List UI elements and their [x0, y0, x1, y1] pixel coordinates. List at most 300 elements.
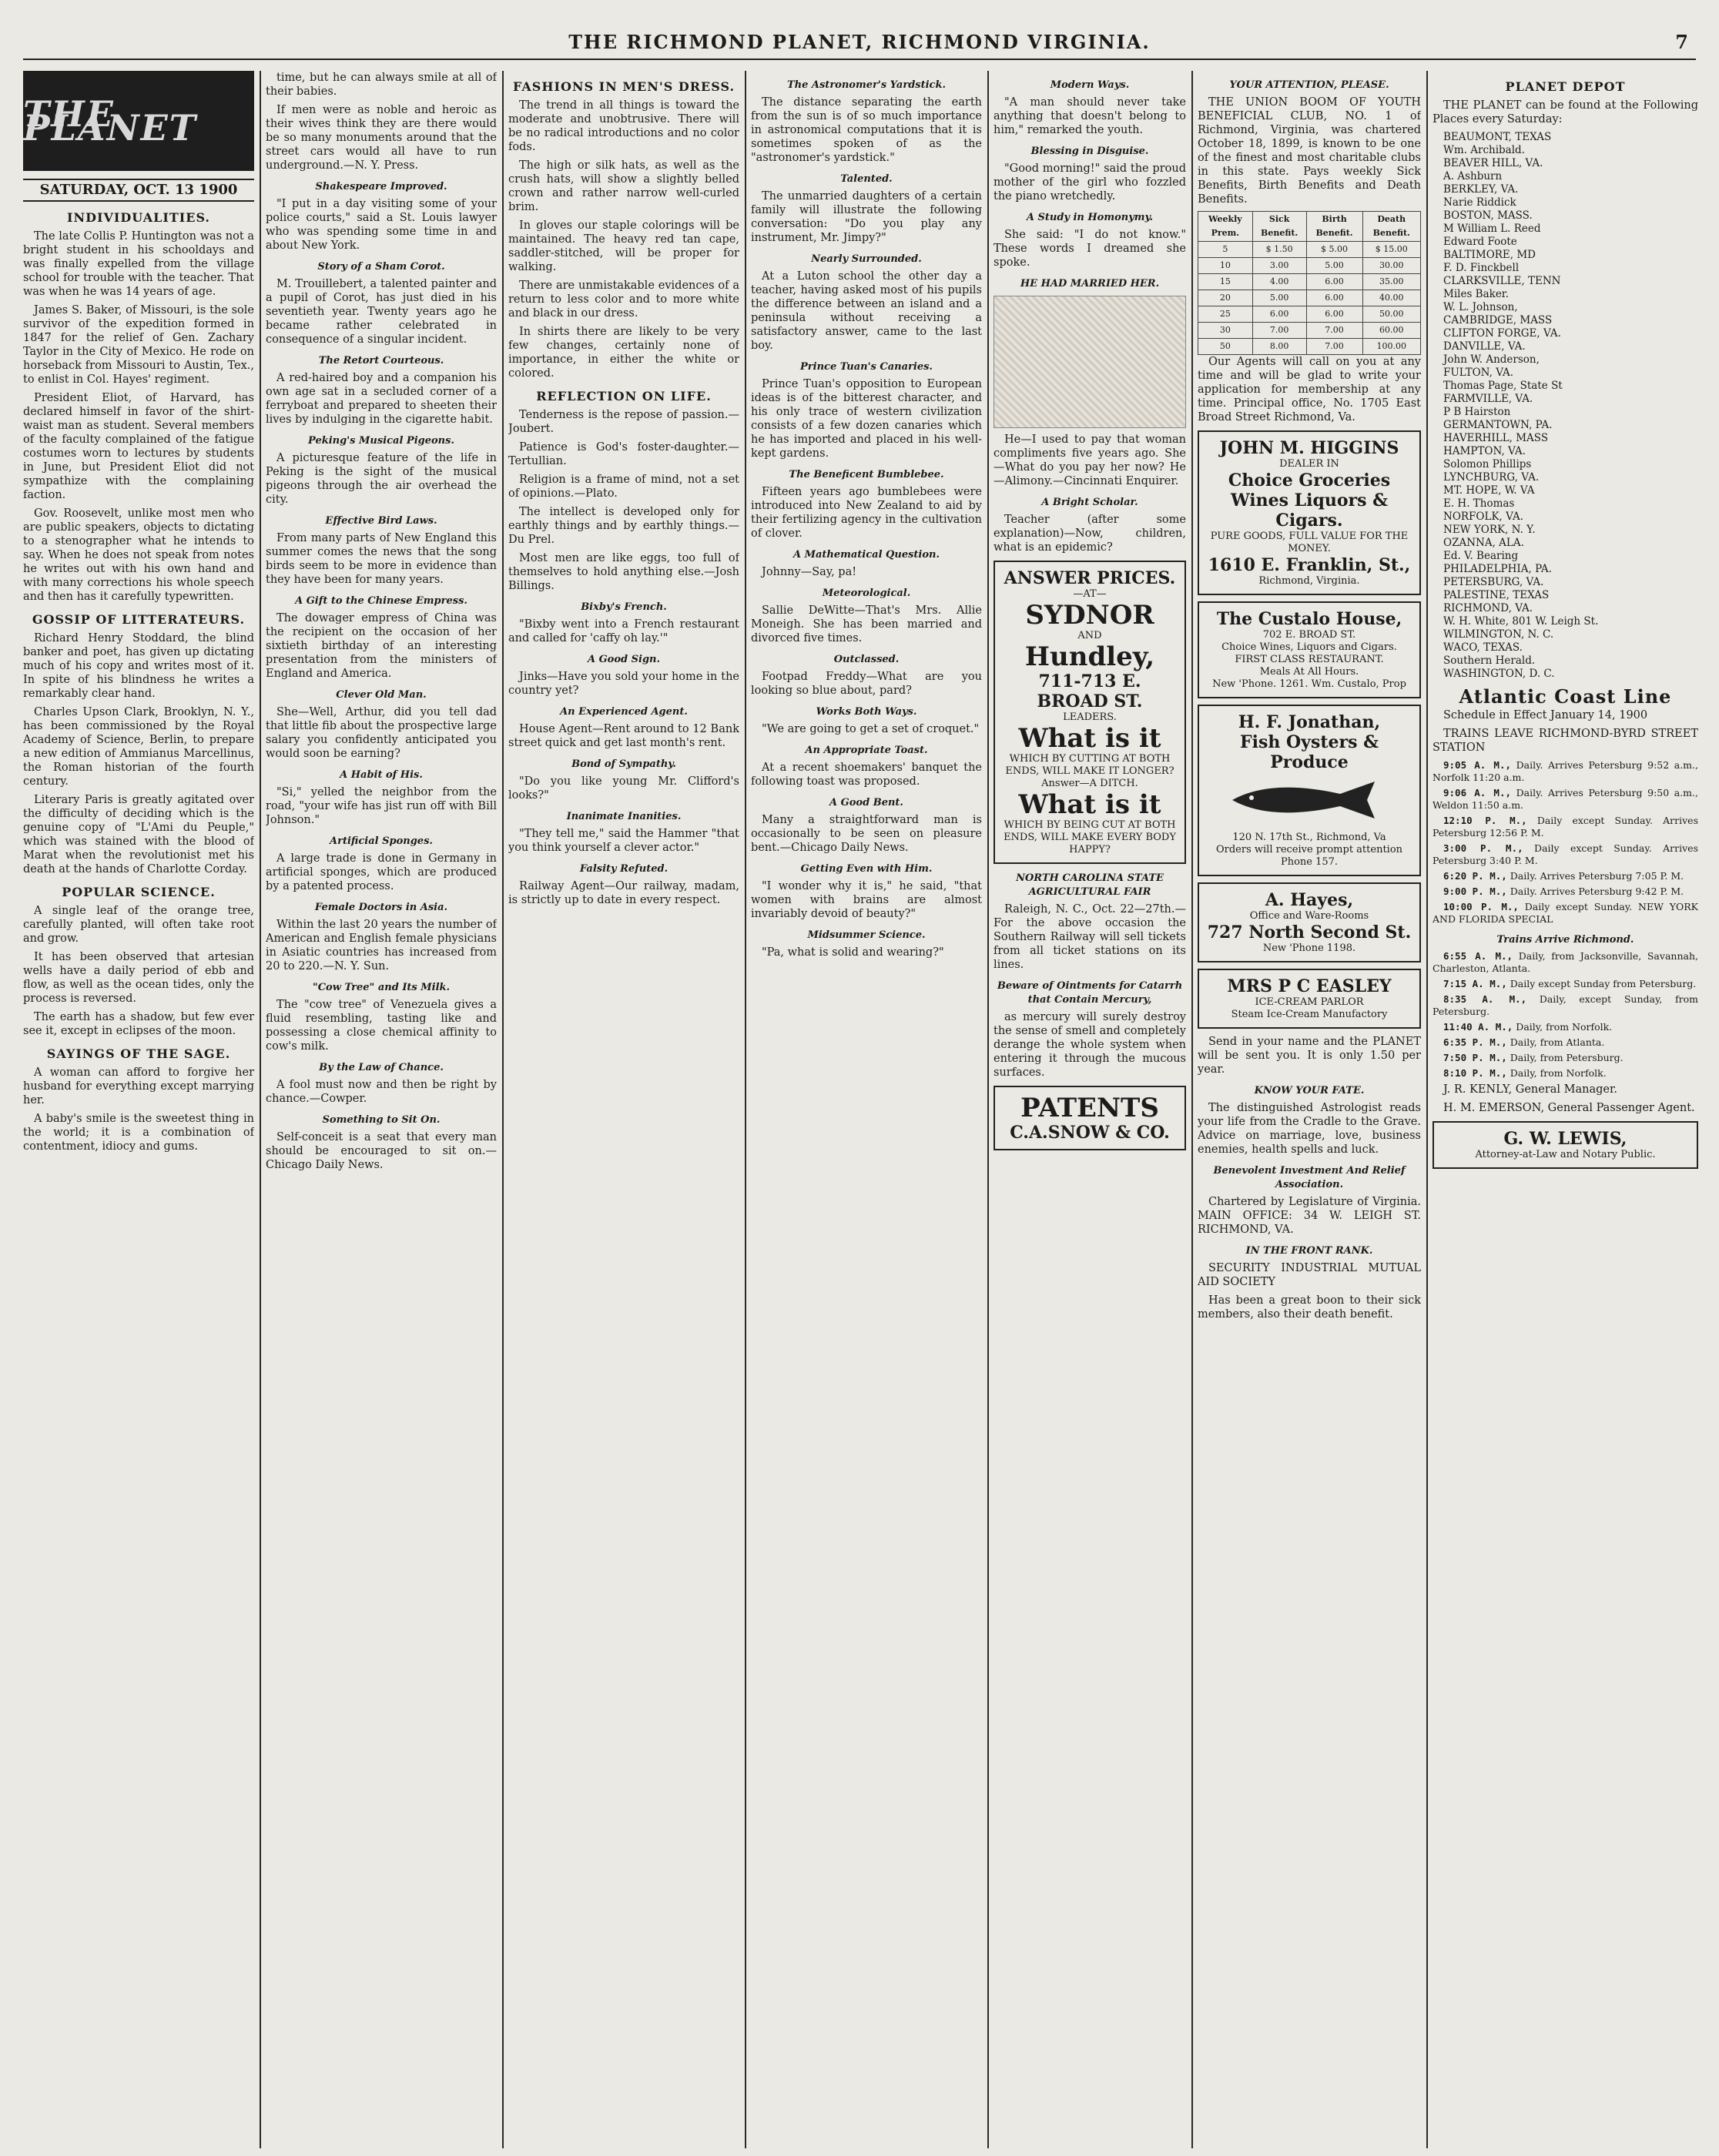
column-rule	[745, 71, 746, 2148]
schedule-time: 8:35 A. M.,	[1443, 993, 1527, 1005]
paragraph: At a recent shoemakers' banquet the following toast was proposed.	[751, 762, 982, 788]
ad-line: The Custalo House,	[1216, 609, 1402, 629]
paragraph: Many a straightforward man is occasionally to be seen on pleasure bent.—Chicago Daily News.	[751, 814, 982, 854]
list-item: PALESTINE, TEXAS	[1443, 589, 1550, 601]
masthead-title: THE RICHMOND PLANET, RICHMOND VIRGINIA.	[568, 31, 1151, 53]
column-3	[508, 71, 739, 2148]
paragraph: A picturesque feature of the life in Peking is the sight of the musical pigeons through the air overhead the city.	[266, 452, 497, 506]
schedule-time: 8:10 P. M.,	[1443, 1067, 1507, 1079]
paragraph: James S. Baker, of Missouri, is the sole survivor of the expedition formed in 1847 for the relief of Gen. Zachary Taylor in the City of Mexico. He rode on horseback from Missouri to Austin, Tex., to enlist in Col. Hayes' regiment.	[23, 304, 254, 386]
paragraph: He—I used to pay that woman compliments five years ago. She—What do you pay her now? He—Alimony.—Cincinnati Enquirer.	[994, 434, 1186, 487]
list-item: CLARKSVILLE, TENN	[1443, 275, 1561, 287]
paragraph: There are unmistakable evidences of a return to less color and to more white and black in our dress.	[508, 280, 739, 320]
paragraph: Tenderness is the repose of passion.—Joubert.	[508, 409, 739, 435]
schedule-item	[1432, 978, 1698, 990]
table-cell: 8.00	[1252, 339, 1306, 355]
ad-line: 120 N. 17th St., Richmond, Va	[1232, 832, 1386, 843]
ad-line: Richmond, Virginia.	[1258, 575, 1360, 587]
paragraph: time, but he can always smile at all of their babies.	[266, 72, 497, 98]
schedule-time: 9:05 A. M.,	[1443, 759, 1511, 771]
table-cell: 6.00	[1306, 290, 1362, 306]
schedule-text: Daily, from Norfolk.	[1510, 1067, 1607, 1079]
ad-line: Choice Groceries Wines Liquors & Cigars.	[1228, 470, 1391, 531]
paragraph: "Do you like young Mr. Clifford's looks?"	[508, 775, 739, 802]
paragraph: It has been observed that artesian wells have a daily period of ebb and flow, as well as the ocean tides, only the process is reversed.	[23, 951, 254, 1005]
ad-line: Steam Ice-Cream Manufactory	[1231, 1009, 1388, 1020]
list-item: GERMANTOWN, PA.	[1443, 419, 1553, 431]
table-row	[1198, 290, 1421, 306]
paragraph: The "cow tree" of Venezuela gives a fluid resembling, tasting like and possessing a close chemical affinity to cow's milk.	[266, 999, 497, 1053]
schedule-item	[1432, 993, 1698, 1018]
paragraph: J. R. KENLY, General Manager.	[1443, 1083, 1617, 1096]
section-heading: PLANET DEPOT	[1505, 79, 1626, 94]
paragraph: Johnny—Say, pa!	[762, 566, 857, 578]
paragraph: The unmarried daughters of a certain family will illustrate the following conversation: "Do you play any instrument, Mr. Jimpy?"	[751, 190, 982, 244]
table-row	[1198, 306, 1421, 323]
table-cell: 50	[1198, 339, 1253, 355]
paragraph: The late Collis P. Huntington was not a bright student in his schooldays and was finally expelled from the village school for trouble with the teacher. That was when he was 14 years of age.	[23, 230, 254, 298]
paragraph: Self-conceit is a seat that every man should be encouraged to sit on.—Chicago Daily News.	[266, 1131, 497, 1171]
article-heading: An Appropriate Toast.	[805, 745, 928, 756]
table-header-row	[1198, 212, 1421, 242]
list-item: John W. Anderson,	[1443, 353, 1540, 366]
ad-line: What is it	[1018, 789, 1161, 820]
article-heading: Artificial Sponges.	[330, 835, 433, 847]
article-heading: Shakespeare Improved.	[315, 181, 447, 192]
ad-line: 1610 E. Franklin, St.,	[1208, 555, 1411, 575]
article-heading: A Study in Homonymy.	[1026, 212, 1154, 223]
schedule-time: 9:06 A. M.,	[1443, 787, 1511, 798]
paragraph: Religion is a frame of mind, not a set of opinions.—Plato.	[508, 474, 739, 500]
fish-icon	[1225, 777, 1394, 823]
paragraph: Charles Upson Clark, Brooklyn, N. Y., has been commissioned by the Royal Academy of Science, Berlin, to prepare a new edition of Ammianus Marcellinus, the Roman historian of the fourth century.	[23, 706, 254, 788]
ad-line: 727 North Second St.	[1207, 922, 1412, 942]
paragraph: She—Well, Arthur, did you tell dad that little fib about the prospective large salary you confidently anticipated you would soon be earning?	[266, 706, 497, 760]
lewis-ad	[1432, 1121, 1698, 1169]
article-heading: Modern Ways.	[1050, 79, 1130, 91]
paragraph: "Good morning!" said the proud mother of the girl who fozzled the piano wretchedly.	[994, 162, 1186, 203]
paragraph: Our Agents will call on you at any time and will be glad to write your application for membership at any time. Principal office, No. 1705 East Broad Street Richmond, Va.	[1198, 356, 1421, 424]
table-cell: 6.00	[1306, 306, 1362, 323]
table-row	[1198, 339, 1421, 355]
ad-line: Hundley,	[1024, 641, 1155, 672]
page-number: 7	[1675, 31, 1688, 53]
dateline: SATURDAY, OCT. 13 1900	[23, 179, 254, 202]
table-cell: $ 15.00	[1362, 242, 1420, 258]
paragraph: Fifteen years ago bumblebees were introduced into New Zealand to aid by their fertilizing agency in the cultivation of clover.	[751, 486, 982, 540]
article-heading: Nearly Surrounded.	[811, 253, 922, 265]
schedule-text: Daily. Arrives Petersburg 7:05 P. M.	[1510, 870, 1684, 882]
list-item: Wm. Archibald.	[1443, 144, 1525, 156]
list-item: PETERSBURG, VA.	[1443, 576, 1544, 588]
article-heading: NORTH CAROLINA STATE AGRICULTURAL FAIR	[1016, 872, 1164, 898]
schedule-text: Daily. Arrives Petersburg 9:42 P. M.	[1510, 886, 1684, 897]
article-heading: Beware of Ointments for Catarrh that Contain Mercury,	[997, 980, 1183, 1006]
ad-line: What is it	[1018, 723, 1161, 754]
ad-line: C.A.SNOW & CO.	[1010, 1123, 1170, 1143]
list-item: F. D. Finckbell	[1443, 262, 1520, 274]
article-heading: "Cow Tree" and Its Milk.	[312, 982, 451, 993]
section-heading: FASHIONS IN MEN'S DRESS.	[512, 79, 736, 94]
article-heading: Prince Tuan's Canaries.	[800, 361, 933, 373]
paragraph: A red-haired boy and a companion his own age sat in a secluded corner of a ferryboat and prepared to sheeten their lives by indulging in the cigarette habit.	[266, 372, 497, 426]
paragraph: Gov. Roosevelt, unlike most men who are public speakers, objects to dictating to a stenographer what he intends to say. When he does not speak from notes he writes out with his own hand and with many corrections his whole speech and then has it carefully typewritten.	[23, 507, 254, 603]
paragraph: SECURITY INDUSTRIAL MUTUAL AID SOCIETY	[1198, 1262, 1421, 1288]
list-item: FULTON, VA.	[1443, 367, 1514, 379]
schedule-time: 3:00 P. M.,	[1443, 842, 1523, 854]
schedule-time: 11:40 A. M.,	[1443, 1021, 1513, 1033]
table-cell: 3.00	[1252, 258, 1306, 274]
section-heading: GOSSIP OF LITTERATEURS.	[32, 612, 246, 627]
paragraph: M. Trouillebert, a talented painter and a pupil of Corot, has just died in his seventieth year. Twenty years ago he became rather celebrated in consequence of a singular incident.	[266, 278, 497, 346]
section-heading: REFLECTION ON LIFE.	[536, 389, 712, 403]
ad-line: ANSWER PRICES.	[1004, 568, 1176, 588]
schedule-text: Daily, from Petersburg.	[1510, 1052, 1624, 1063]
list-item: HAVERHILL, MASS	[1443, 432, 1549, 444]
table-cell: 5.00	[1252, 290, 1306, 306]
paragraph: Footpad Freddy—What are you looking so blue about, pard?	[751, 671, 982, 697]
schedule-list	[1432, 759, 1698, 926]
article-heading: IN THE FRONT RANK.	[1245, 1245, 1373, 1257]
table-cell: 7.00	[1252, 323, 1306, 339]
depot-list	[1432, 131, 1698, 681]
paragraph: Patience is God's foster-daughter.—Tertullian.	[508, 441, 739, 467]
ad-line: 702 E. BROAD ST.	[1262, 629, 1356, 641]
masthead	[23, 31, 1696, 60]
list-item: Southern Herald.	[1443, 654, 1536, 667]
column-1	[23, 71, 254, 2148]
schedule-text: Daily except Sunday. Arrives Petersburg 12:56 P. M.	[1432, 815, 1698, 839]
list-item: BEAUMONT, TEXAS	[1443, 131, 1552, 143]
article-heading: By the Law of Chance.	[319, 1062, 444, 1073]
article-heading: Talented.	[840, 173, 893, 185]
table-cell: 10	[1198, 258, 1253, 274]
article-heading: HE HAD MARRIED HER.	[1020, 278, 1160, 290]
list-item: HAMPTON, VA.	[1443, 445, 1526, 457]
ad-line: SYDNOR	[1025, 600, 1154, 631]
paragraph: The earth has a shadow, but few ever see it, except in eclipses of the moon.	[23, 1011, 254, 1037]
ad-line: H. F. Jonathan,	[1238, 712, 1381, 732]
list-item: LYNCHBURG, VA.	[1443, 471, 1540, 484]
list-item: CAMBRIDGE, MASS	[1443, 314, 1553, 326]
table-cell: 35.00	[1362, 274, 1420, 290]
paragraph: The dowager empress of China was the recipient on the occasion of her sixtieth birthday of an interesting presentation from the ministers of England and America.	[266, 612, 497, 680]
paragraph: She said: "I do not know." These words I dreamed she spoke.	[994, 229, 1186, 269]
table-cell: 6.00	[1252, 306, 1306, 323]
ad-line: FIRST CLASS RESTAURANT.	[1235, 654, 1384, 665]
paragraph: Sallie DeWitte—That's Mrs. Allie Moneigh. She has been married and divorced five times.	[751, 604, 982, 644]
paragraph: In shirts there are likely to be very few changes, certainly none of importance, in either the white or colored.	[508, 326, 739, 380]
paragraph: The high or silk hats, as well as the crush hats, will show a slightly belled crown and rather narrow well-curled brim.	[508, 159, 739, 213]
list-item: W. L. Johnson,	[1443, 301, 1518, 313]
paragraph: "Si," yelled the neighbor from the road, "your wife has jist run off with Bill Johnson."	[266, 786, 497, 826]
paragraph: The distance separating the earth from the sun is of so much importance in astronomical computations that it is sometimes spoken of as the "astronomer's yardstick."	[751, 96, 982, 164]
ad-line: PATENTS	[1020, 1093, 1159, 1123]
paragraph: "Pa, what is solid and wearing?"	[762, 946, 944, 959]
ad-line: MRS P C EASLEY	[1227, 976, 1392, 996]
column-rule	[1191, 71, 1193, 2148]
schedule-time: 6:35 P. M.,	[1443, 1036, 1507, 1048]
article-heading: A Mathematical Question.	[792, 549, 940, 561]
article-heading: The Beneficent Bumblebee.	[789, 469, 944, 480]
logo-text: THE PLANET	[23, 93, 197, 149]
article-heading: Bond of Sympathy.	[571, 758, 676, 770]
article-heading: A Good Sign.	[587, 654, 661, 665]
list-item: NORFOLK, VA.	[1443, 511, 1523, 523]
schedule-text: Daily except Sunday. Arrives Petersburg 3:40 P. M.	[1432, 842, 1698, 866]
paragraph: Send in your name and the PLANET will be sent you. It is only 1.50 per year.	[1198, 1036, 1421, 1076]
ad-line: JOHN M. HIGGINS	[1219, 438, 1399, 458]
table-cell: 5.00	[1306, 258, 1362, 274]
ad-line: ICE-CREAM PARLOR	[1255, 996, 1364, 1008]
hayes-ad	[1198, 882, 1421, 962]
schedule-item	[1432, 787, 1698, 812]
jonathan-ad	[1198, 705, 1421, 876]
section-heading: SAYINGS OF THE SAGE.	[46, 1046, 231, 1061]
article-heading: Female Doctors in Asia.	[314, 902, 448, 913]
schedule-item	[1432, 1067, 1698, 1080]
schedule-item	[1432, 886, 1698, 898]
list-item: Edward Foote	[1443, 236, 1517, 248]
paragraph: Chartered by Legislature of Virginia. MAIN OFFICE: 34 W. LEIGH ST. RICHMOND, VA.	[1198, 1196, 1421, 1236]
higgins-ad	[1198, 430, 1421, 595]
table-cell: 7.00	[1306, 339, 1362, 355]
list-item: BALTIMORE, MD	[1443, 249, 1536, 261]
list-item: Narie Riddick	[1443, 196, 1516, 209]
paragraph: Teacher (after some explanation)—Now, children, what is an epidemic?	[994, 514, 1186, 554]
article-heading: KNOW YOUR FATE.	[1254, 1085, 1365, 1096]
table-cell: 40.00	[1362, 290, 1420, 306]
schedule-item	[1432, 950, 1698, 975]
paragraph: At a Luton school the other day a teacher, having asked most of his pupils the difference between an island and a peninsula without receiving a satisfactory answer, came to the last boy.	[751, 270, 982, 352]
benefits-table	[1198, 211, 1421, 355]
ad-line: Attorney-at-Law and Notary Public.	[1475, 1149, 1656, 1160]
list-item: P B Hairston	[1443, 406, 1511, 418]
list-item: DANVILLE, VA.	[1443, 340, 1526, 353]
column-4	[751, 71, 982, 2148]
easley-ad	[1198, 969, 1421, 1029]
paragraph: President Eliot, of Harvard, has declared himself in favor of the shirt-waist man as student. Several members of the faculty complained of the fatigue costumes worn to lectures by students in June, but President Eliot did not sympathize with the complaining faction.	[23, 392, 254, 501]
schedule-text: Daily except Sunday from Petersburg.	[1510, 978, 1697, 989]
schedule-time: 10:00 P. M.,	[1443, 901, 1519, 912]
schedule-text: Daily. Arrives Petersburg 9:52 a.m., Norfolk 11:20 a.m.	[1432, 759, 1698, 783]
schedule-item	[1432, 1052, 1698, 1064]
article-heading: Clever Old Man.	[336, 689, 427, 701]
article-heading: Bixby's French.	[581, 601, 667, 613]
list-item: OZANNA, ALA.	[1443, 537, 1524, 549]
paragraph: TRAINS LEAVE RICHMOND-BYRD STREET STATION	[1432, 728, 1698, 754]
paragraph: House Agent—Rent around to 12 Bank street quick and get last month's rent.	[508, 723, 739, 749]
article-heading: Something to Sit On.	[322, 1114, 441, 1126]
paragraph: Within the last 20 years the number of American and English female physicians in Asiatic countries has increased from 20 to 220.—N. Y. Sun.	[266, 919, 497, 973]
table-cell: 4.00	[1252, 274, 1306, 290]
article-heading: Outclassed.	[833, 654, 900, 665]
article-heading: Getting Even with Him.	[800, 863, 933, 875]
list-item: W. H. White, 801 W. Leigh St.	[1443, 615, 1599, 628]
paragraph: Jinks—Have you sold your home in the country yet?	[508, 671, 739, 697]
schedule-text: Daily, from Atlanta.	[1510, 1036, 1605, 1048]
column-2	[266, 71, 497, 2148]
table-row	[1198, 323, 1421, 339]
ad-line: LEADERS.	[1063, 711, 1117, 723]
paragraph: A baby's smile is the sweetest thing in the world; it is a combination of contentment, idiocy and gums.	[23, 1113, 254, 1153]
table-header-cell: Sick Benefit.	[1252, 212, 1306, 242]
article-heading: YOUR ATTENTION, PLEASE.	[1229, 79, 1389, 91]
table-cell: 30.00	[1362, 258, 1420, 274]
paragraph: Most men are like eggs, too full of themselves to hold anything else.—Josh Billings.	[508, 552, 739, 592]
schedule-text: Daily, except Sunday, from Petersburg.	[1432, 993, 1698, 1017]
paragraph: THE PLANET can be found at the Following Places every Saturday:	[1432, 99, 1698, 126]
table-cell: 30	[1198, 323, 1253, 339]
table-cell: 100.00	[1362, 339, 1420, 355]
table-cell: 15	[1198, 274, 1253, 290]
paragraph: The intellect is developed only for earthly things and by earthly things.—Du Prel.	[508, 506, 739, 546]
article-heading: A Habit of His.	[340, 769, 423, 781]
table-row	[1198, 274, 1421, 290]
ad-line: New 'Phone. 1261. Wm. Custalo, Prop	[1212, 678, 1406, 690]
list-item: BERKLEY, VA.	[1443, 183, 1519, 196]
table-header-cell: Death Benefit.	[1362, 212, 1420, 242]
paragraph: In gloves our staple colorings will be maintained. The heavy red tan cape, saddler-stitched, will be proper for walking.	[508, 219, 739, 273]
ad-line: G. W. LEWIS,	[1503, 1129, 1627, 1149]
table-cell: 25	[1198, 306, 1253, 323]
column-rule	[260, 71, 261, 2148]
table-cell: 60.00	[1362, 323, 1420, 339]
sydnor-hundley-ad	[994, 561, 1186, 864]
ad-line: Fish Oysters & Produce	[1239, 732, 1379, 772]
paragraph: Richard Henry Stoddard, the blind banker and poet, has given up dictating much of his copy and writes most of it. In spite of his blindness he writes a remarkably clear hand.	[23, 632, 254, 700]
list-item: Miles Baker.	[1443, 288, 1510, 300]
column-rule	[1426, 71, 1428, 2148]
list-item: BEAVER HILL, VA.	[1443, 157, 1543, 169]
paragraph: "We are going to get a set of croquet."	[762, 723, 980, 735]
column-rule	[502, 71, 504, 2148]
article-heading: Trains Arrive Richmond.	[1496, 934, 1634, 946]
schedule-time: 6:55 A. M.,	[1443, 950, 1513, 962]
article-heading: Midsummer Science.	[807, 929, 926, 941]
table-cell: 20	[1198, 290, 1253, 306]
article-heading: An Experienced Agent.	[560, 706, 688, 718]
paragraph: A large trade is done in Germany in artificial sponges, which are produced by a patented process.	[266, 852, 497, 892]
paragraph: Railway Agent—Our railway, madam, is strictly up to date in every respect.	[508, 880, 739, 906]
schedule-item	[1432, 842, 1698, 867]
paragraph: A fool must now and then be right by chance.—Cowper.	[266, 1079, 497, 1105]
schedule-item	[1432, 870, 1698, 882]
article-heading: Works Both Ways.	[816, 706, 917, 718]
list-item: Thomas Page, State St	[1443, 380, 1563, 392]
list-item: MT. HOPE, W. VA	[1443, 484, 1535, 497]
ad-line: —AT—	[1073, 588, 1107, 600]
table-row	[1198, 242, 1421, 258]
schedule-item	[1432, 1021, 1698, 1033]
table-cell: $ 5.00	[1306, 242, 1362, 258]
schedule-time: 12:10 P. M.,	[1443, 815, 1527, 826]
custalo-ad	[1198, 601, 1421, 698]
table-header-cell: Birth Benefit.	[1306, 212, 1362, 242]
section-heading: POPULAR SCIENCE.	[62, 885, 216, 899]
ad-line: Orders will receive prompt attention Phone 157.	[1215, 844, 1403, 868]
paragraph: Has been a great boon to their sick members, also their death benefit.	[1198, 1294, 1421, 1321]
schedule-time: 7:50 P. M.,	[1443, 1052, 1507, 1063]
arrivals-list	[1432, 950, 1698, 1080]
column-6	[1198, 71, 1421, 2148]
list-item: BOSTON, MASS.	[1443, 209, 1533, 222]
article-heading: Blessing in Disguise.	[1030, 146, 1149, 157]
list-item: CLIFTON FORGE, VA.	[1443, 327, 1561, 340]
schedule-text: Daily except Sunday. NEW YORK AND FLORIDA SPECIAL	[1432, 901, 1698, 925]
table-cell: $ 1.50	[1252, 242, 1306, 258]
schedule-time: 7:15 A. M.,	[1443, 978, 1507, 989]
list-item: RICHMOND, VA.	[1443, 602, 1533, 614]
section-heading: Atlantic Coast Line	[1459, 685, 1672, 708]
paragraph: H. M. EMERSON, General Passenger Agent.	[1443, 1102, 1695, 1114]
paragraph: as mercury will surely destroy the sense of smell and completely derange the whole system when entering it through the mucous surfaces.	[994, 1011, 1186, 1079]
paragraph: "A man should never take anything that doesn't belong to him," remarked the youth.	[994, 96, 1186, 136]
schedule-text: Daily. Arrives Petersburg 9:50 a.m., Weldon 11:50 a.m.	[1432, 787, 1698, 811]
ad-line: Choice Wines, Liquors and Cigars.	[1221, 641, 1397, 653]
section-heading: INDIVIDUALITIES.	[67, 210, 210, 225]
schedule-item	[1432, 759, 1698, 784]
article-heading: A Good Bent.	[829, 797, 903, 808]
paragraph: THE UNION BOOM OF YOUTH BENEFICIAL CLUB, NO. 1 of Richmond, Virginia, was chartered October 18, 1899, is known to be one of the finest and most charitable clubs in this state. Pays weekly Sick Benefits, Birth Benefits and Death Benefits.	[1198, 96, 1421, 206]
schedule-text: Daily, from Jacksonville, Savannah, Charleston, Atlanta.	[1432, 950, 1698, 974]
ad-line: Meals At All Hours.	[1259, 666, 1359, 678]
ad-line: 711-713 E. BROAD ST.	[1037, 671, 1143, 711]
list-item: WACO, TEXAS.	[1443, 641, 1523, 654]
ad-line: Answer—A DITCH.	[1041, 778, 1138, 789]
ad-line: New 'Phone 1198.	[1262, 942, 1356, 954]
paragraph: Schedule in Effect January 14, 1900	[1443, 709, 1648, 721]
article-heading: The Retort Courteous.	[318, 355, 444, 367]
column-rule	[987, 71, 989, 2148]
paragraph: Raleigh, N. C., Oct. 22—27th.—For the above occasion the Southern Railway will sell tickets from all ticket stations on its lines.	[994, 903, 1186, 971]
schedule-text: Daily, from Norfolk.	[1516, 1021, 1613, 1033]
column-5	[994, 71, 1186, 2148]
list-item: PHILADELPHIA, PA.	[1443, 563, 1552, 575]
table-header-cell: Weekly Prem.	[1198, 212, 1253, 242]
ad-line: Office and Ware-Rooms	[1249, 910, 1369, 922]
paragraph: A woman can afford to forgive her husband for everything except marrying her.	[23, 1066, 254, 1106]
article-heading: Benevolent Investment And Relief Association.	[1213, 1165, 1406, 1190]
article-heading: Falsity Refuted.	[579, 863, 668, 875]
schedule-item	[1432, 815, 1698, 839]
article-heading: Effective Bird Laws.	[325, 515, 437, 527]
table-cell: 50.00	[1362, 306, 1420, 323]
ad-line: DEALER IN	[1279, 458, 1339, 470]
list-item: A. Ashburn	[1443, 170, 1503, 182]
column-7	[1432, 71, 1698, 2148]
table-row	[1198, 258, 1421, 274]
paragraph: "I put in a day visiting some of your police courts," said a St. Louis lawyer who was spending some time in and about New York.	[266, 198, 497, 252]
table-cell: 7.00	[1306, 323, 1362, 339]
table-cell: 5	[1198, 242, 1253, 258]
list-item: E. H. Thomas	[1443, 497, 1515, 510]
paragraph: The distinguished Astrologist reads your life from the Cradle to the Grave. Advice on marriage, love, business enemies, health spells and luck.	[1198, 1102, 1421, 1156]
paragraph: "Bixby went into a French restaurant and called for 'caffy oh lay.'"	[508, 618, 739, 644]
list-item: Ed. V. Bearing	[1443, 550, 1519, 562]
patents-ad	[994, 1086, 1186, 1150]
list-item: WILMINGTON, N. C.	[1443, 628, 1554, 641]
list-item: FARMVILLE, VA.	[1443, 393, 1533, 405]
ad-line: A. Hayes,	[1265, 890, 1354, 910]
schedule-time: 9:00 P. M.,	[1443, 886, 1507, 897]
schedule-item	[1432, 1036, 1698, 1049]
ad-line: WHICH BY CUTTING AT BOTH ENDS, WILL MAKE IT LONGER?	[1005, 753, 1174, 777]
planet-logo	[23, 71, 254, 171]
paragraph: Prince Tuan's opposition to European ideas is of the bitterest character, and his only trace of western civilization consists of a few dozen canaries which he has imported and placed in his well-kept gardens.	[751, 378, 982, 460]
paragraph: From many parts of New England this summer comes the news that the song birds seem to be more in evidence than they have been for many years.	[266, 532, 497, 586]
cartoon-illustration	[994, 296, 1186, 428]
